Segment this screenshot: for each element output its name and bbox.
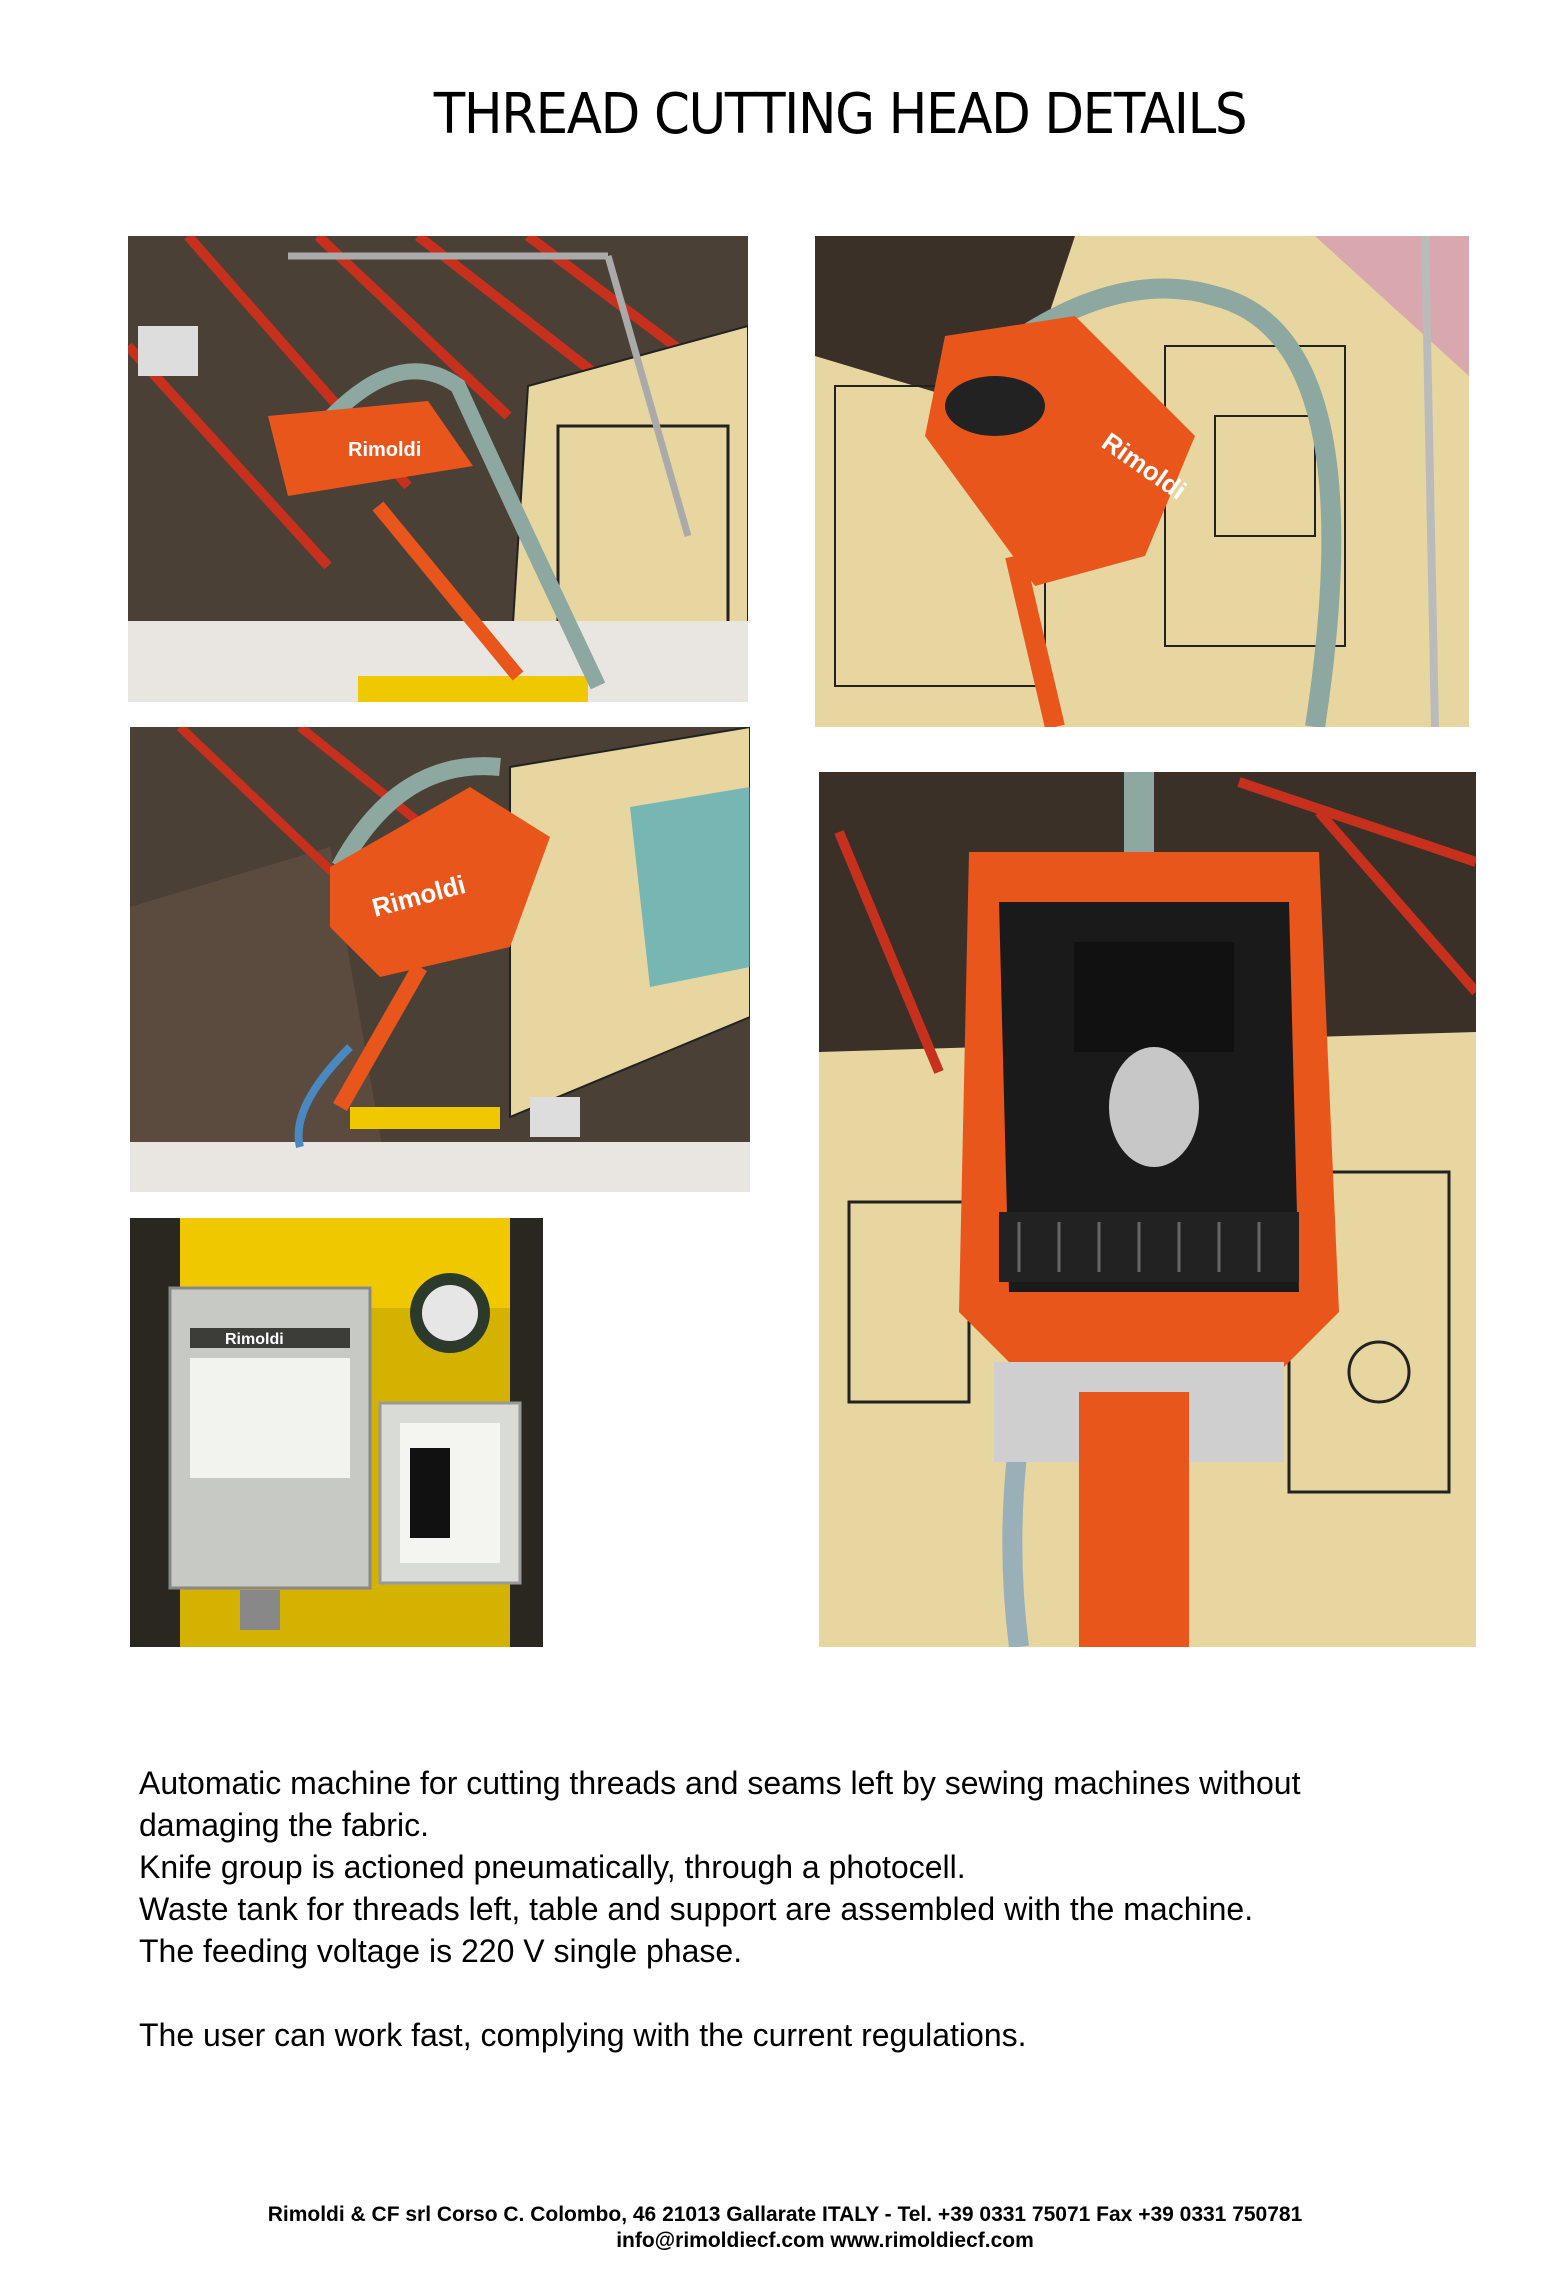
photo-cutting-head-angled (815, 236, 1469, 727)
description-line: Knife group is actioned pneumatically, through a photocell. (139, 1849, 966, 1885)
photo-cutting-head-profile (130, 727, 750, 1192)
description (139, 1762, 1519, 2056)
page-title: THREAD CUTTING HEAD DETAILS (433, 82, 1247, 147)
photo-control-box (130, 1218, 543, 1647)
description-line: The feeding voltage is 220 V single phase. (139, 1933, 743, 1969)
description-line: Automatic machine for cutting threads and seams left by sewing machines without (139, 1765, 1301, 1801)
description-line: Waste tank for threads left, table and support are assembled with the machine. (139, 1891, 1254, 1927)
footer (0, 2202, 1560, 2254)
description-line: damaging the fabric. (139, 1807, 429, 1843)
description-line: The user can work fast, complying with the current regulations. (139, 2017, 1027, 2053)
footer-address: Rimoldi & CF srl Corso C. Colombo, 46 21013 Gallarate ITALY - Tel. +39 0331 75071 Fax +39 0331 750781 (267, 2203, 1303, 2226)
rimoldi-logo: Rimoldi (1096, 426, 1192, 506)
rimoldi-logo: Rimoldi (348, 439, 422, 461)
photo-cutting-head-side (128, 236, 748, 702)
photo-knife-group-front (819, 772, 1476, 1647)
paragraph-gap (139, 1972, 1519, 2014)
rimoldi-logo: Rimoldi (225, 1331, 284, 1348)
rimoldi-logo: Rimoldi (368, 869, 469, 923)
footer-contacts[interactable]: info@rimoldiecf.com www.rimoldiecf.com (616, 2229, 1034, 2252)
